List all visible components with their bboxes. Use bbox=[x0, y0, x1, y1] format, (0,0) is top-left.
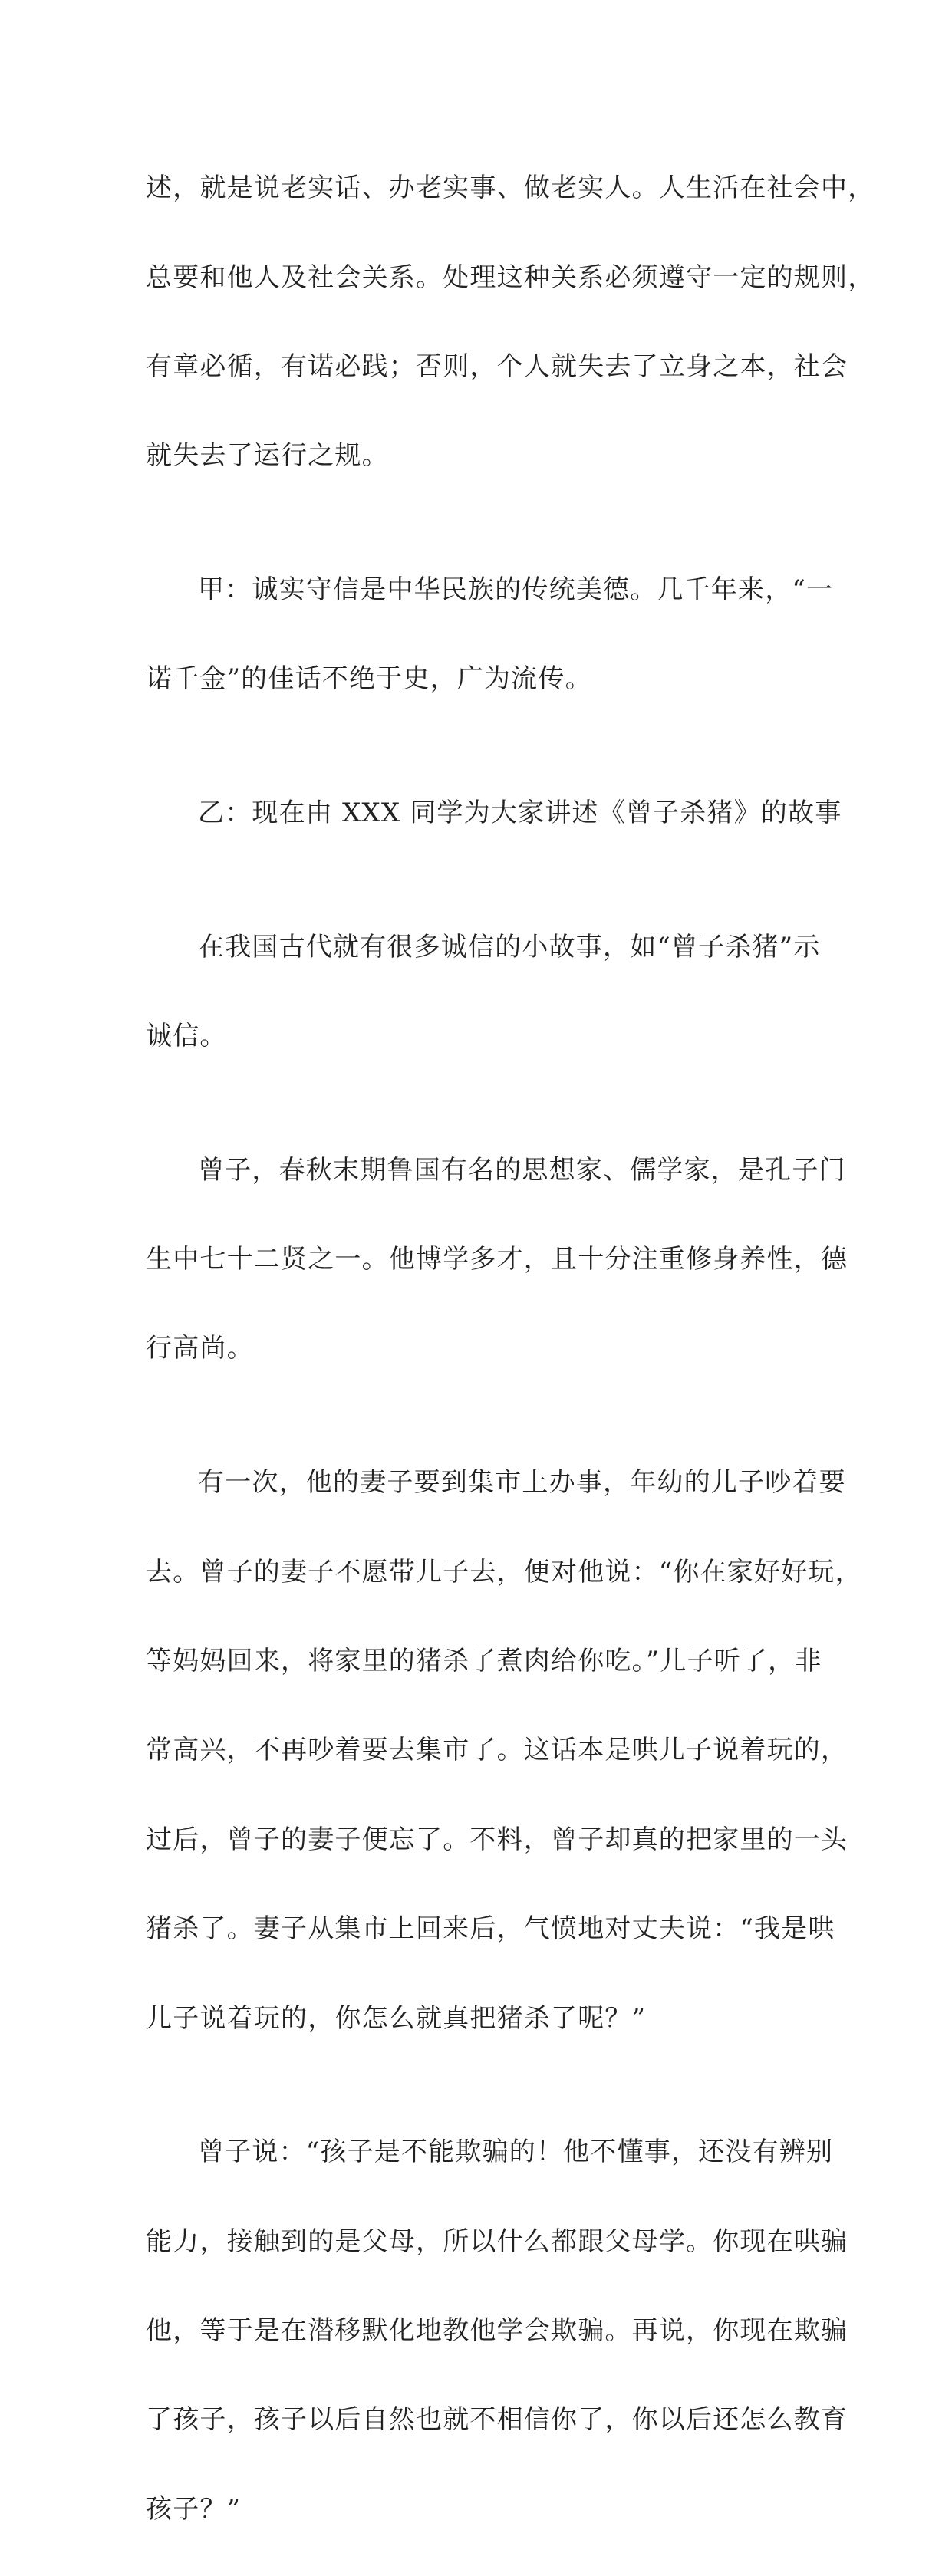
paragraph-2 bbox=[146, 523, 852, 746]
text-line: 曾子说：“孩子是不能欺骗的！他不懂事，还没有辨别 bbox=[198, 2137, 834, 2168]
paragraph-7 bbox=[146, 2085, 852, 2576]
text-line: 过后，曾子的妻子便忘了。不料，曾子却真的把家里的一头 bbox=[146, 1824, 848, 1855]
text-line: 在我国古代就有很多诚信的小故事，如“曾子杀猪”示 bbox=[198, 931, 821, 962]
text-line: 等妈妈回来，将家里的猪杀了煮肉给你吃。”儿子听了，非 bbox=[146, 1645, 822, 1676]
text-line: 诚信。 bbox=[146, 1021, 227, 1052]
text-line: 去。曾子的妻子不愿带儿子去，便对他说：“你在家好好玩， bbox=[146, 1556, 862, 1587]
text-line: 猪杀了。妻子从集市上回来后，气愤地对丈夫说：“我是哄 bbox=[146, 1913, 835, 1945]
text-line: 生中七十二贤之一。他博学多才，且十分注重修身养性，德 bbox=[146, 1244, 848, 1275]
text-line: 了孩子，孩子以后自然也就不相信你了，你以后还怎么教育 bbox=[146, 2404, 848, 2436]
paragraph-4 bbox=[146, 880, 852, 1103]
text-line: 曾子，春秋末期鲁国有名的思想家、儒学家，是孔子门 bbox=[198, 1154, 846, 1186]
text-line: 甲：诚实守信是中华民族的传统美德。几千年来，“一 bbox=[198, 574, 834, 606]
text-line: 总要和他人及社会关系。处理这种关系必须遵守一定的规则， bbox=[146, 262, 875, 293]
text-line: 能力，接触到的是父母，所以什么都跟父母学。你现在哄骗 bbox=[146, 2226, 848, 2257]
text-line: 就失去了运行之规。 bbox=[146, 440, 389, 472]
text-line: 孩子？” bbox=[146, 2493, 242, 2525]
document-body bbox=[146, 121, 875, 2576]
paragraph-5 bbox=[146, 1103, 852, 1415]
text-line: 述，就是说老实话、办老实事、做老实人。人生活在社会中， bbox=[146, 173, 875, 204]
text-line: 常高兴，不再吵着要去集市了。这话本是哄儿子说着玩的， bbox=[146, 1735, 848, 1766]
text-line: 乙：现在由 XXX 同学为大家讲述《曾子杀猪》的故事 bbox=[198, 798, 842, 829]
paragraph-3 bbox=[146, 746, 852, 880]
text-line: 诺千金”的佳话不绝于史，广为流传。 bbox=[146, 663, 592, 695]
text-line: 行高尚。 bbox=[146, 1333, 254, 1364]
text-line: 儿子说着玩的，你怎么就真把猪杀了呢？” bbox=[146, 2002, 647, 2034]
paragraph-6 bbox=[146, 1416, 862, 2085]
text-line: 有章必循，有诺必践；否则，个人就失去了立身之本，社会 bbox=[146, 351, 848, 383]
text-line: 他，等于是在潜移默化地教他学会欺骗。再说，你现在欺骗 bbox=[146, 2314, 848, 2346]
text-line: 有一次，他的妻子要到集市上办事，年幼的儿子吵着要 bbox=[198, 1467, 846, 1499]
paragraph-1 bbox=[146, 121, 875, 523]
